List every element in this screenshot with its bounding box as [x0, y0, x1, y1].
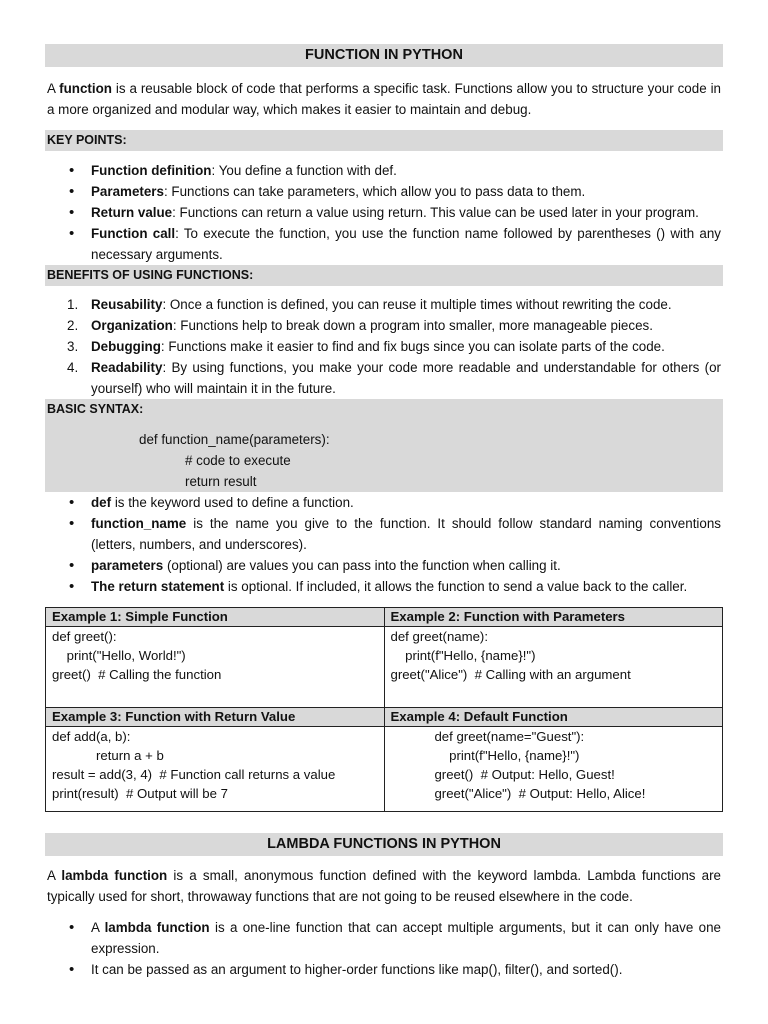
- list-item: • Parameters: Functions can take parameters, which allow you to pass data to them.: [69, 183, 586, 200]
- example-4-code: def greet(name="Guest"): print(f"Hello, {name}!") greet() # Output: Hello, Guest! greet("Alice") # Output: Hello, Alice!: [384, 727, 723, 812]
- list-item: 1. Reusability: Once a function is defined, you can reuse it multiple times without rewriting the code.: [67, 297, 672, 312]
- benefits-heading: BENEFITS OF USING FUNCTIONS:: [45, 265, 723, 286]
- function-intro: A function is a reusable block of code that performs a specific task. Functions allow you to structure your code in a more organized and modular way, which makes it easier to maintain and debug.: [47, 81, 721, 117]
- list-item: • Return value: Functions can return a value using return. This value can be used later in your program.: [69, 204, 699, 221]
- syntax-block: [45, 399, 723, 492]
- syntax-line: def function_name(parameters):: [139, 432, 330, 447]
- list-item: • The return statement is optional. If included, it allows the function to send a value back to the caller.: [69, 578, 688, 595]
- example-2-title: Example 2: Function with Parameters: [384, 608, 723, 627]
- list-item: • A lambda function is a one-line function that can accept multiple arguments, but it can only have one expression.: [69, 919, 721, 956]
- benefits-list: [45, 294, 723, 399]
- example-3-code: def add(a, b): return a + b result = add(3, 4) # Function call returns a value print(result) # Output will be 7: [46, 727, 385, 812]
- example-3-title: Example 3: Function with Return Value: [46, 708, 385, 727]
- list-item: • parameters (optional) are values you can pass into the function when calling it.: [69, 557, 561, 574]
- list-item: • def is the keyword used to define a function.: [69, 494, 354, 511]
- lambda-intro: A lambda function is a small, anonymous function defined with the keyword lambda. Lambda functions are typically used for short, throwaway functions that are not going to be reused elsewhere in the code.: [47, 868, 721, 904]
- syntax-line: return result: [185, 474, 257, 489]
- list-item: • It can be passed as an argument to higher-order functions like map(), filter(), and sorted().: [69, 961, 623, 978]
- list-item: 4. Readability: By using functions, you make your code more readable and understandable for others (or yourself) who will maintain it in the future.: [67, 360, 721, 396]
- list-item: • Function call: To execute the function, you use the function name followed by parentheses () with any necessary arguments.: [69, 225, 721, 262]
- list-item: 2. Organization: Functions help to break down a program into smaller, more manageable pieces.: [67, 318, 653, 333]
- key-points-heading: KEY POINTS:: [45, 130, 723, 151]
- example-4-title: Example 4: Default Function: [384, 708, 723, 727]
- list-item: • Function definition: You define a function with def.: [69, 162, 397, 179]
- syntax-line: # code to execute: [185, 453, 291, 468]
- example-2-code: def greet(name): print(f"Hello, {name}!") greet("Alice") # Calling with an argument: [384, 627, 723, 708]
- examples-table: [45, 607, 723, 812]
- lambda-points-list: [45, 917, 723, 980]
- key-points-list: [45, 160, 723, 265]
- example-1-code: def greet(): print("Hello, World!") greet() # Calling the function: [46, 627, 385, 708]
- syntax-notes-list: [45, 492, 723, 597]
- document-page: [45, 44, 723, 980]
- syntax-heading: BASIC SYNTAX:: [47, 402, 144, 416]
- list-item: • function_name is the name you give to the function. It should follow standard naming conventions (letters, numbers, and underscores).: [69, 515, 721, 552]
- page-title: FUNCTION IN PYTHON: [45, 44, 723, 67]
- example-1-title: Example 1: Simple Function: [46, 608, 385, 627]
- lambda-title: LAMBDA FUNCTIONS IN PYTHON: [45, 833, 723, 856]
- list-item: 3. Debugging: Functions make it easier to find and fix bugs since you can isolate parts of the code.: [67, 339, 665, 354]
